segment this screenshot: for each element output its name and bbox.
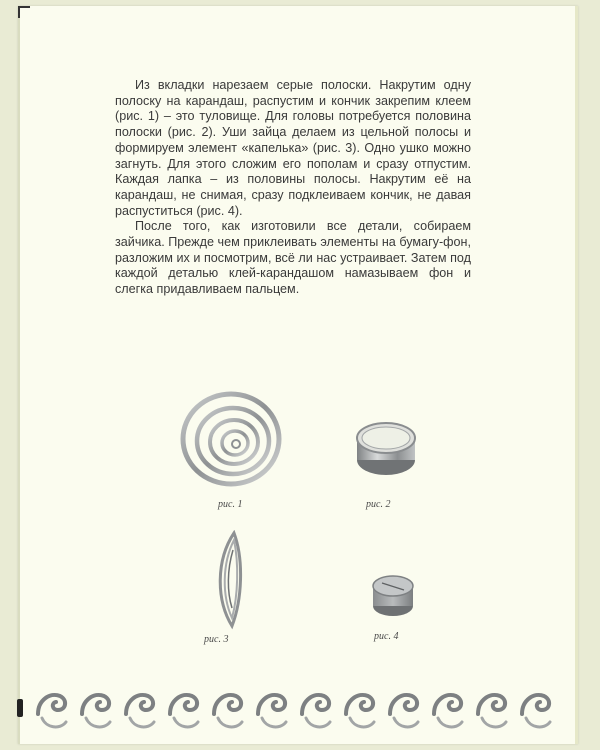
figure-2-ring (354, 420, 418, 480)
binding-mark (17, 699, 23, 717)
page-edge-right (575, 6, 578, 744)
figure-1-spiral (176, 384, 286, 494)
instruction-text (115, 78, 471, 298)
figure-1-caption: рис. 1 (218, 499, 243, 510)
small-roll-image (368, 573, 418, 619)
page-edge-left (18, 6, 20, 744)
figure-3-caption: рис. 3 (204, 634, 229, 645)
figure-4-caption: рис. 4 (374, 631, 399, 642)
swirl-border (18, 686, 578, 736)
drop-element-image (212, 530, 252, 630)
tight-ring-image (354, 420, 418, 480)
figure-4-roll (368, 573, 418, 619)
spiral-coil-image (176, 384, 286, 494)
paragraph-1: Из вкладки нарезаем серые полоски. Накрутим одну полоску на карандаш, распустим и кончик закрепим клеем (рис. 1) – это туловище. Для головы потребуется половина полоски (рис. 2). Уши зайца делаем из цельной полосы и формируем элемент «капелька» (рис. 3). Одно ушко можно загнуть. Для этого сложим его пополам и сразу отпустим. Каждая лапка – из половины полосы. Накрутим её на карандаш, не снимая, сразу подклеиваем кончик, не давая распуститься (рис. 4). (115, 78, 471, 218)
paragraph-2: После того, как изготовили все детали, собираем зайчика. Прежде чем приклеивать элементы на бумагу-фон, разложим их и посмотрим, всё ли нас устраивает. Затем под каждой деталью клей-карандашом намазываем фон и слегка придавливаем пальцем. (115, 219, 471, 297)
book-page (18, 6, 578, 744)
corner-crop-mark (18, 6, 30, 18)
figure-3-drop (212, 530, 252, 630)
figure-2-caption: рис. 2 (366, 499, 391, 510)
